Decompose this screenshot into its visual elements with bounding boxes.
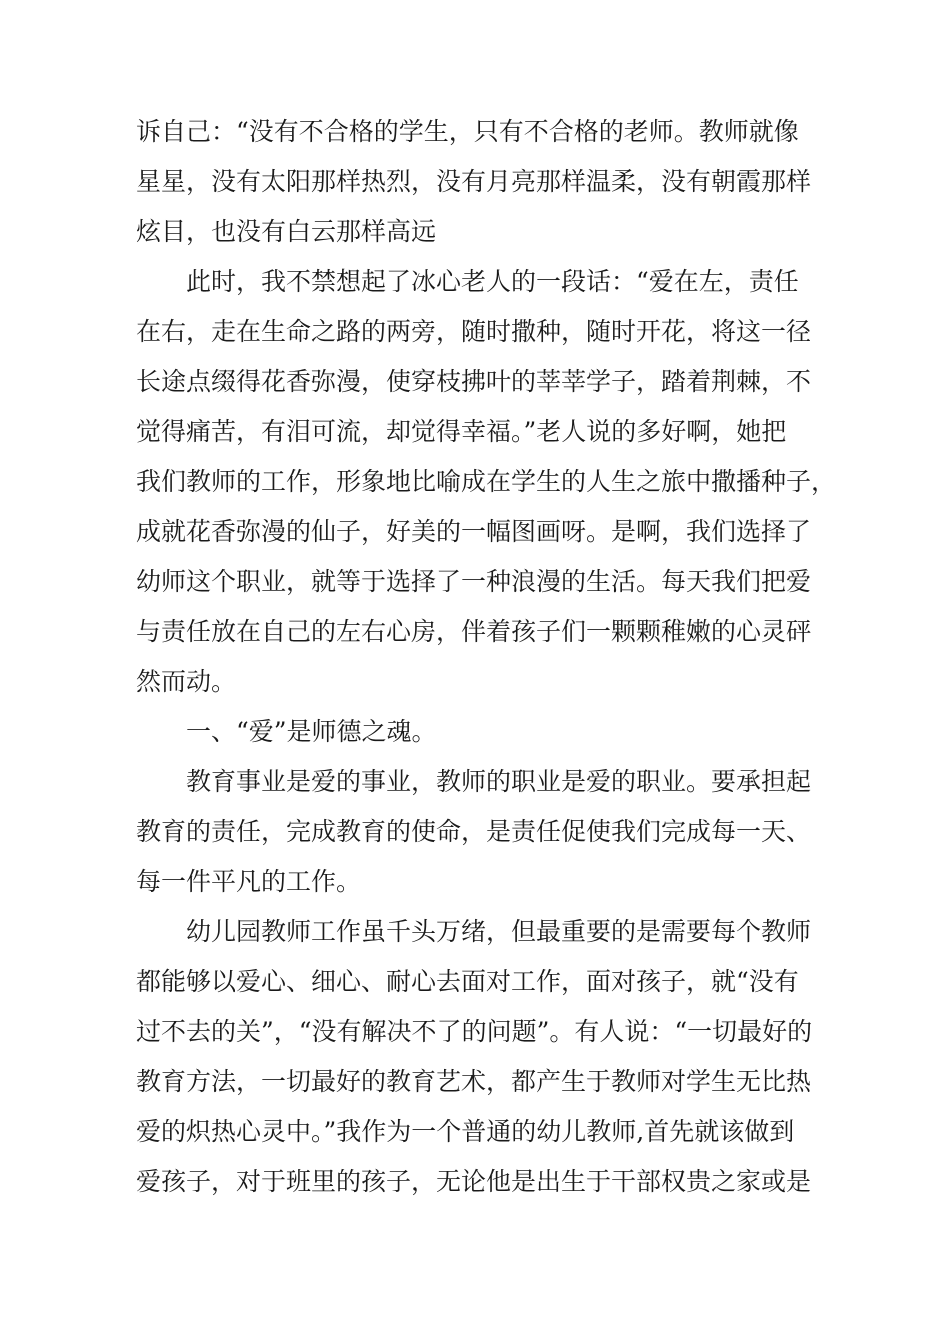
- text-line: 教育方法，一切最好的教育艺术，都产生于教师对学生无比热: [136, 1067, 812, 1096]
- text-line: 此时，我不禁想起了冰心老人的一段话：“爱在左，责任: [186, 267, 799, 296]
- text-line: 爱的炽热心灵中。”我作为一个普通的幼儿教师,首先就该做到: [136, 1117, 795, 1146]
- text-line: 诉自己：“没有不合格的学生，只有不合格的老师。教师就像: [136, 117, 799, 146]
- text-line: 成就花香弥漫的仙子，好美的一幅图画呀。是啊，我们选择了: [136, 517, 812, 546]
- text-line: 星星，没有太阳那样热烈，没有月亮那样温柔，没有朝霞那样: [136, 167, 812, 196]
- text-line: 与责任放在自己的左右心房，伴着孩子们一颗颗稚嫩的心灵砰: [136, 617, 812, 646]
- text-line: 每一件平凡的工作。: [136, 867, 362, 896]
- text-line: 炫目，也没有白云那样高远: [136, 217, 437, 246]
- text-line: 我们教师的工作，形象地比喻成在学生的人生之旅中撒播种子，: [136, 467, 837, 496]
- text-line: 都能够以爱心、细心、耐心去面对工作，面对孩子，就“没有: [136, 967, 799, 996]
- text-line: 幼师这个职业，就等于选择了一种浪漫的生活。每天我们把爱: [136, 567, 812, 596]
- body-text: [136, 107, 836, 1207]
- text-line: 爱孩子，对于班里的孩子，无论他是出生于干部权贵之家或是: [136, 1167, 812, 1196]
- text-line: 一、“爱”是师德之魂。: [186, 717, 437, 746]
- text-line: 教育的责任，完成教育的使命，是责任促使我们完成每一天、: [136, 817, 812, 846]
- text-line: 觉得痛苦，有泪可流，却觉得幸福。”老人说的多好啊，她把: [136, 417, 787, 446]
- text-line: 幼儿园教师工作虽千头万绪，但最重要的是需要每个教师: [186, 917, 812, 946]
- text-line: 长途点缀得花香弥漫，使穿枝拂叶的莘莘学子，踏着荆棘，不: [136, 367, 812, 396]
- text-line: 在右，走在生命之路的两旁，随时撒种，随时开花，将这一径: [136, 317, 812, 346]
- text-line: 然而动。: [136, 667, 237, 696]
- text-line: 教育事业是爱的事业，教师的职业是爱的职业。要承担起: [186, 767, 812, 796]
- text-line: 过不去的关”，“没有解决不了的问题”。有人说：“一切最好的: [136, 1017, 813, 1046]
